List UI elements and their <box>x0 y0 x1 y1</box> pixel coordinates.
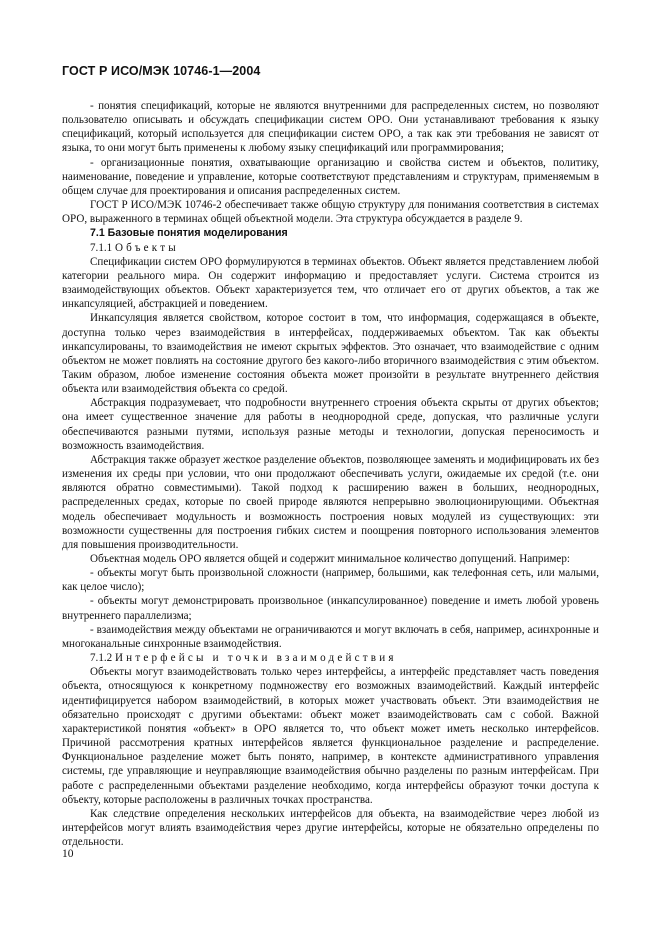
subsection-title: Объекты <box>114 241 179 254</box>
subsection-title: Интерфейсы и точки взаимодействия <box>114 652 397 665</box>
paragraph: ГОСТ Р ИСО/МЭК 10746-2 обеспечивает также общую структуру для понимания соответствия в системах ОРО, выраженного в терминах общей объектной модели. Эта структура обсуждается в разделе 9. <box>62 199 599 226</box>
paragraph: Объектная модель ОРО является общей и содержит минимальное количество допущений. Например: <box>90 553 570 565</box>
section-heading-7-1: 7.1 Базовые понятия моделирования <box>90 227 288 240</box>
subsection-number: 7.1.1 <box>90 241 113 254</box>
subsection-heading-7-1-2 <box>62 651 599 665</box>
paragraph: Объекты могут взаимодействовать только через интерфейсы, а интерфейс представляет часть поведения объекта, относящуюся к конкретному подмножеству его возможных взаимодействий. Каждый интерфейс идентифицируется набором взаимодействий, в которых может участвовать объект. Эти взаимодействия не обязательно происходят с другими объектами: объект может взаимодействовать сам с собой. Важной характеристикой понятия «объект» в ОРО является то, что объект может иметь несколько интерфейсов. Причиной рассмотрения кратных интерфейсов является функциональное разделение и распределение. Функциональное разделение может быть понято, например, в контексте административного управления системы, где управляющие и неуправляющие взаимодействия обычно разделены по разным интерфейсам. При работе с распределенными объектами разделение необходимо, когда интерфейсы образуют точки доступа к объекту, которые расположены в различных точках пространства. <box>62 666 599 806</box>
subsection-heading-7-1-1 <box>62 241 599 255</box>
page-number: 10 <box>62 848 74 860</box>
paragraph: Абстракция подразумевает, что подробности внутреннего строения объекта скрыты от других объектов; она имеет существенное значение для работы в неоднородной среде, допуская, что различные услуги обеспечиваются разными путями, используя разные методы и технологии, допуская переносимость и возможность взаимодействия. <box>62 397 599 452</box>
subsection-number: 7.1.2 <box>90 652 113 665</box>
list-item: - объекты могут демонстрировать произвольное (инкапсулированное) поведение и иметь любой уровень внутреннего параллелизма; <box>62 595 599 622</box>
list-item: - взаимодействия между объектами не ограничиваются и могут включать в себя, например, асинхронные и многоканальные синхронные взаимодействия. <box>62 623 599 650</box>
paragraph: - понятия спецификаций, которые не являются внутренними для распределенных систем, но позволяют пользователю описывать и обсуждать спецификации систем ОРО. Они устанавливают требования к языку спецификаций, который используется для спецификации систем ОРО, а так как эти требования не зависят от языка, то они могут быть применены к любому языку спецификаций или программирования; <box>62 100 599 155</box>
document-body <box>62 99 599 849</box>
paragraph: Инкапсуляция является свойством, которое состоит в том, что информация, содержащаяся в объекте, доступна только через взаимодействия в интерфейсах, поддерживаемых объектом. Так как объекты инкапсулированы, то взаимодействия не имеют скрытых эффектов. Это означает, что взаимодействие с одним объектом не может повлиять на состояние другого без какого-либо вторичного взаимодействия с этим объектом. Таким образом, любое изменение состояния объекта может произойти в результате внутреннего действия объекта или взаимодействия объекта со средой. <box>62 312 599 396</box>
paragraph: Абстракция также образует жесткое разделение объектов, позволяющее заменять и модифицировать их без изменения их среды при условии, что они продолжают обеспечивать услуги, ожидаемые их средой (т.е. они являются обратно совместимыми). Такой подход к расширению важен в больших, неоднородных, распределенных средах, которые по своей природе являются непрерывно эволюционирующими. Объектная модель обеспечивает модульность и возможность построения новых модулей из существующих: эти возможности существенны для построения гибких систем и поощрения повторного использования элементов для повышения производительности. <box>62 453 599 551</box>
paragraph: Спецификации систем ОРО формулируются в терминах объектов. Объект является представлением любой категории реального мира. Он содержит информацию и предоставляет услуги. Система строится из взаимодействующих объектов. Объект характеризуется тем, что отличает его от других объектов, а так же инкапсуляцией, абстракцией и поведением. <box>62 255 599 311</box>
list-item: - объекты могут быть произвольной сложности (например, большими, как телефонная сеть, или малыми, как целое число); <box>62 567 599 594</box>
paragraph: - организационные понятия, охватывающие организацию и свойства систем и объектов, политику, наименование, поведение и управление, которые соответствуют представлениям и структурам, применяемым в общем случае для проектирования и описания распределенных систем. <box>62 156 599 197</box>
paragraph: Как следствие определения нескольких интерфейсов для объекта, на взаимодействие через любой из интерфейсов могут влиять взаимодействия через другие интерфейсы, которые не обязательно определены по отдельности. <box>62 807 599 849</box>
document-header: ГОСТ Р ИСО/МЭК 10746-1—2004 <box>62 64 261 78</box>
